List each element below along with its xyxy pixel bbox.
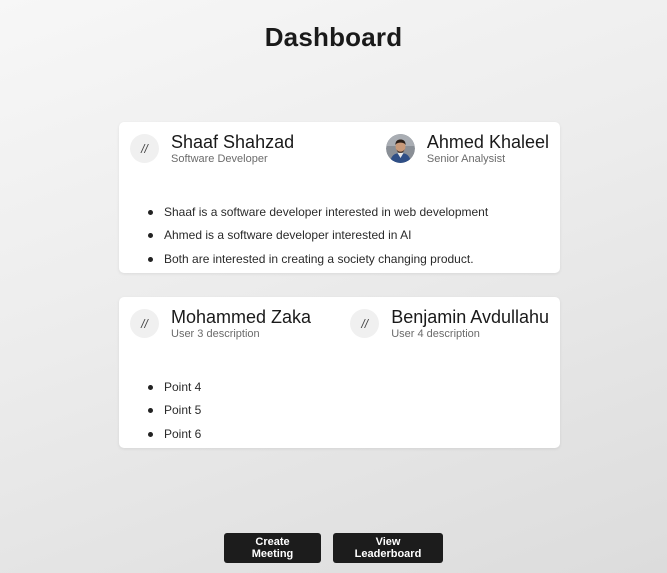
- avatar: [386, 134, 415, 163]
- list-item: Shaaf is a software developer interested in web development: [164, 205, 489, 219]
- view-leaderboard-button[interactable]: View Leaderboard: [333, 533, 443, 563]
- list-item: Both are interested in creating a society changing product.: [164, 252, 488, 267]
- profile-photo-icon: [386, 134, 415, 163]
- avatar-placeholder-icon: //: [130, 134, 159, 163]
- list-item: Point 4: [164, 380, 202, 394]
- user-name: Benjamin Avdullahu: [391, 307, 549, 327]
- avatar-placeholder-icon: //: [350, 309, 379, 338]
- user-description: User 4 description: [391, 328, 480, 340]
- page-title: Dashboard: [264, 22, 403, 52]
- user-profile[interactable]: [130, 132, 294, 166]
- list-item: Point 5: [164, 403, 202, 418]
- avatar-placeholder-icon: //: [130, 309, 159, 338]
- user-description: Software Developer: [171, 153, 268, 165]
- user-profile[interactable]: [350, 307, 549, 341]
- list-item: Ahmed is a software developer interested in AI: [164, 228, 488, 243]
- user-name: Mohammed Zaka: [171, 307, 312, 327]
- create-meeting-button[interactable]: Create Meeting: [224, 533, 321, 563]
- user-name: Ahmed Khaleel: [426, 132, 549, 152]
- action-bar: [0, 533, 667, 563]
- user-description: Senior Analysist: [426, 153, 506, 165]
- user-description: User 3 description: [171, 328, 260, 340]
- user-profile[interactable]: [130, 307, 311, 341]
- user-profile[interactable]: [386, 132, 549, 166]
- points-list: [164, 380, 201, 450]
- user-name: Shaaf Shahzad: [171, 132, 295, 152]
- pair-card: [119, 297, 560, 448]
- points-list: [164, 205, 488, 275]
- list-item: Point 6: [164, 426, 202, 441]
- pair-card: [119, 122, 560, 273]
